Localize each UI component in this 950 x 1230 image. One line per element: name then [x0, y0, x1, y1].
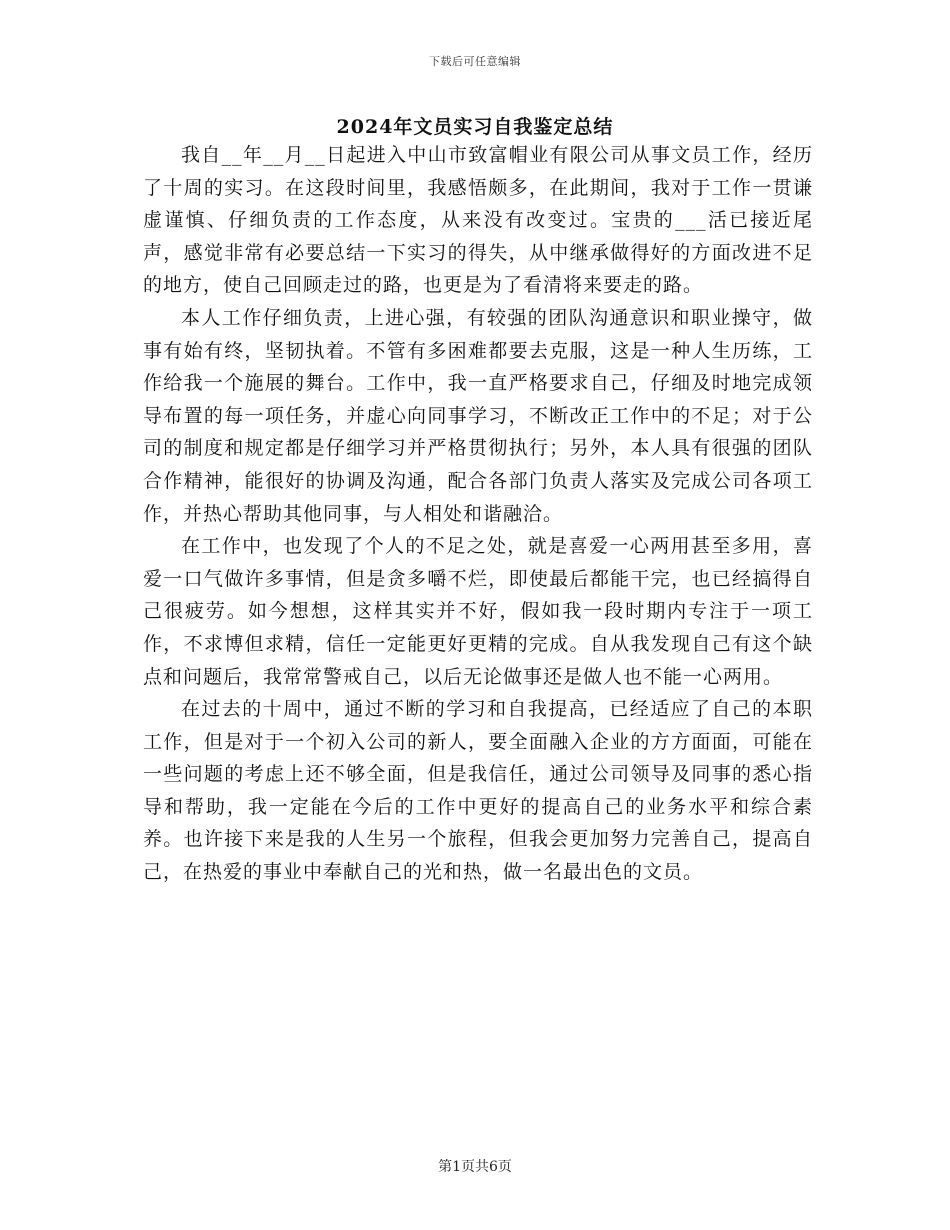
paragraph-4: 在过去的十周中，通过不断的学习和自我提高，已经适应了自己的本职工作，但是对于一个初入公司的新人，要全面融入企业的方方面面，可能在一些问题的考虑上还不够全面，但是我信任，通过公司领导及同事的悉心指导和帮助，我一定能在今后的工作中更好的提高自己的业务水平和综合素养。也许接下来是我的人生另一个旅程，但我会更加努力完善自己，提高自己，在热爱的事业中奉献自己的光和热，做一名最出色的文员。	[143, 698, 813, 884]
page-header-note: 下载后可任意编辑	[429, 55, 521, 68]
page-number-footer: 第1页共6页	[438, 1159, 512, 1175]
document-body	[143, 139, 813, 889]
paragraph-3: 在工作中，也发现了个人的不足之处，就是喜爱一心两用甚至多用，喜爱一口气做许多事情，但是贪多嚼不烂，即使最后都能干完，也已经搞得自己很疲劳。如今想想，这样其实并不好，假如我一段时期内专注于一项工作，不求博但求精，信任一定能更好更精的完成。自从我发现自己有这个缺点和问题后，我常常警戒自己，以后无论做事还是做人也不能一心两用。	[143, 535, 813, 688]
paragraph-2: 本人工作仔细负责，上进心强，有较强的团队沟通意识和职业操守，做事有始有终，坚韧执着。不管有多困难都要去克服，这是一种人生历练，工作给我一个施展的舞台。工作中，我一直严格要求自己，仔细及时地完成领导布置的每一项任务，并虚心向同事学习，不断改正工作中的不足；对于公司的制度和规定都是仔细学习并严格贯彻执行；另外，本人具有很强的团队合作精神，能很好的协调及沟通，配合各部门负责人落实及完成公司各项工作，并热心帮助其他同事，与人相处和谐融洽。	[143, 306, 813, 525]
document-title: 2024年文员实习自我鉴定总结	[336, 116, 614, 138]
paragraph-1: 我自__年__月__日起进入中山市致富帽业有限公司从事文员工作，经历了十周的实习。在这段时间里，我感悟颇多，在此期间，我对于工作一贯谦虚谨慎、仔细负责的工作态度，从来没有改变过。宝贵的___活已接近尾声，感觉非常有必要总结一下实习的得失，从中继承做得好的方面改进不足的地方，使自己回顾走过的路，也更是为了看清将来要走的路。	[143, 144, 813, 297]
